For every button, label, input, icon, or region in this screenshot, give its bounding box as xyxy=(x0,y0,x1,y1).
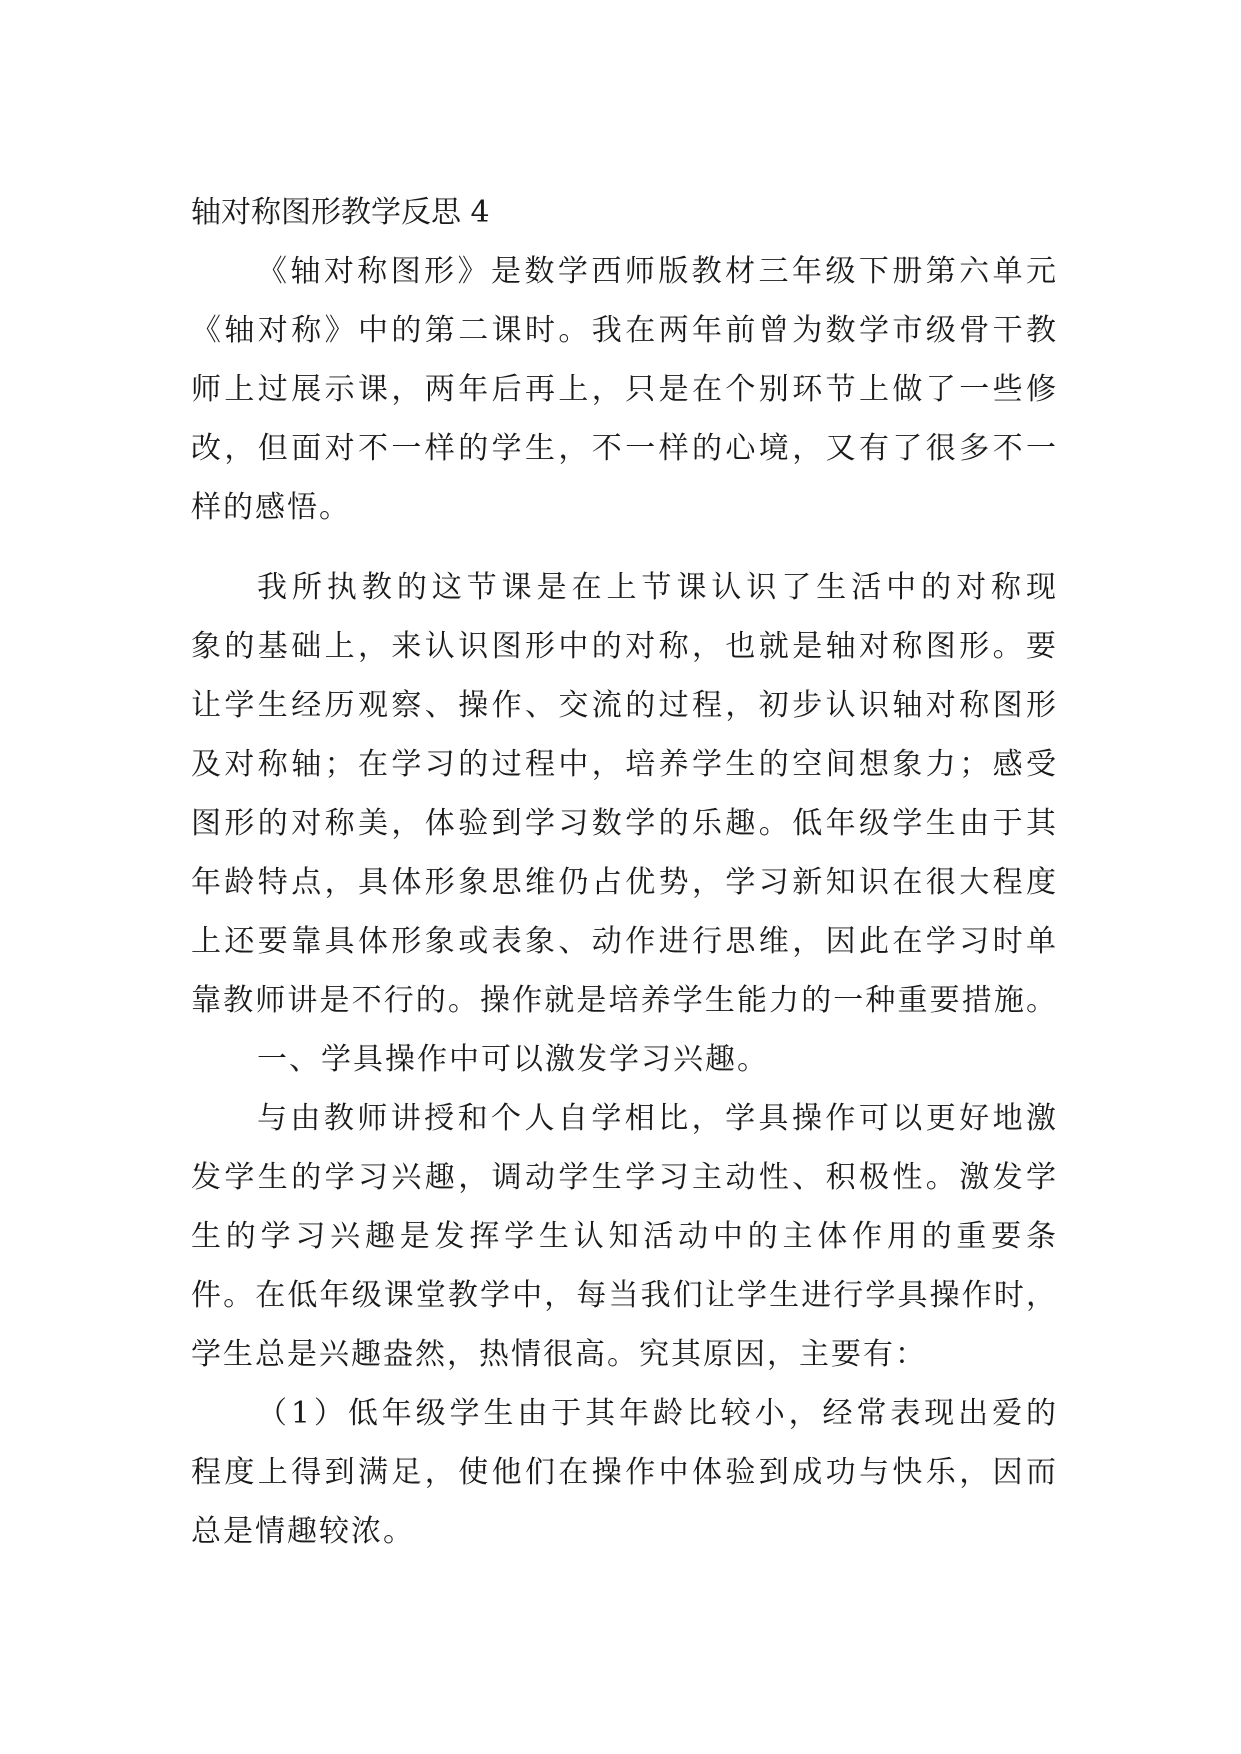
text-line: 总是情趣较浓。 xyxy=(191,1514,415,1549)
paragraph xyxy=(191,1384,1057,1561)
text-line: （1）低年级学生由于其年龄比较小，经常表现出爱的 xyxy=(257,1396,1057,1431)
text-line: 样的感悟。 xyxy=(191,490,351,525)
text-line: 《轴对称图形》是数学西师版教材三年级下册第六单元 xyxy=(257,254,1057,289)
text-line: 发学生的学习兴趣，调动学生学习主动性、积极性。激发学 xyxy=(191,1160,1057,1195)
text-line: 件。在低年级课堂教学中，每当我们让学生进行学具操作时， xyxy=(191,1278,1057,1313)
text-line: 上还要靠具体形象或表象、动作进行思维，因此在学习时单 xyxy=(191,924,1057,959)
document-body xyxy=(191,183,1057,1561)
text-line: 靠教师讲是不行的。操作就是培养学生能力的一种重要措施。 xyxy=(191,983,1057,1018)
text-line: 让学生经历观察、操作、交流的过程，初步认识轴对称图形 xyxy=(191,688,1057,723)
paragraph xyxy=(191,242,1057,537)
paragraph-list xyxy=(191,242,1057,1561)
text-line: 一、学具操作中可以激发学习兴趣。 xyxy=(257,1042,769,1077)
text-line: 学生总是兴趣盎然，热情很高。究其原因，主要有： xyxy=(191,1337,927,1372)
text-line: 生的学习兴趣是发挥学生认知活动中的主体作用的重要条 xyxy=(191,1219,1057,1254)
text-line: 改，但面对不一样的学生，不一样的心境，又有了很多不一 xyxy=(191,431,1057,466)
text-line: 我所执教的这节课是在上节课认识了生活中的对称现 xyxy=(257,570,1057,605)
paragraph xyxy=(191,558,1057,1030)
text-line: 师上过展示课，两年后再上，只是在个别环节上做了一些修 xyxy=(191,372,1057,407)
text-line: 程度上得到满足，使他们在操作中体验到成功与快乐，因而 xyxy=(191,1455,1057,1490)
text-line: 与由教师讲授和个人自学相比，学具操作可以更好地激 xyxy=(257,1101,1057,1136)
paragraph xyxy=(191,1030,1057,1089)
text-line: 象的基础上，来认识图形中的对称，也就是轴对称图形。要 xyxy=(191,629,1057,664)
text-line: 图形的对称美，体验到学习数学的乐趣。低年级学生由于其 xyxy=(191,806,1057,841)
text-line: 及对称轴；在学习的过程中，培养学生的空间想象力；感受 xyxy=(191,747,1057,782)
text-line: 年龄特点，具体形象思维仍占优势，学习新知识在很大程度 xyxy=(191,865,1057,900)
text-line: 《轴对称》中的第二课时。我在两年前曾为数学市级骨干教 xyxy=(191,313,1057,348)
paragraph xyxy=(191,1089,1057,1384)
document-title: 轴对称图形教学反思 4 xyxy=(191,195,490,230)
